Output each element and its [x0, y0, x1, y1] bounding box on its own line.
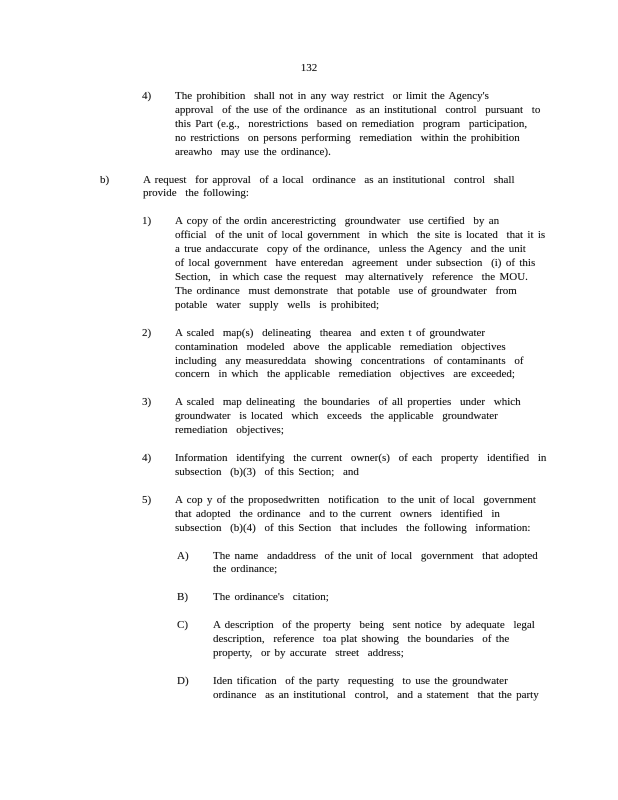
list-item-text [213, 619, 535, 661]
text-line: A copy of the ordin ancerestricting groundwater use certified by an [175, 215, 500, 228]
text-line: provide the following: [143, 187, 249, 200]
text-line: concern in which the applicable remediation objectives are exceeded; [175, 368, 515, 381]
list-item-A-7 [0, 550, 618, 578]
text-line: description, reference toa plat showing the boundaries of the [213, 633, 510, 646]
page-number: 132 [300, 62, 318, 74]
document-body [0, 90, 618, 717]
list-item-4-5 [0, 452, 618, 480]
text-line: approval of the use of the ordinance as an institutional control pursuant to [175, 103, 541, 116]
list-item-text [175, 396, 521, 438]
list-item-text [175, 90, 540, 160]
text-line: groundwater is located which exceeds the applicable groundwater [175, 410, 498, 423]
list-item-label: 3) [142, 396, 152, 409]
list-item-text [143, 174, 515, 202]
list-item-B-8 [0, 591, 618, 605]
list-item-text [175, 494, 536, 536]
list-item-label: 5) [142, 493, 152, 506]
text-line: A description of the property being sent notice by adequate legal [213, 619, 535, 632]
text-line: that adopted the ordinance and to the current owners identified in [175, 507, 500, 520]
list-item-label: 1) [142, 215, 152, 228]
list-item-label: D) [177, 675, 189, 687]
list-item-label: A) [177, 549, 189, 562]
list-item-5-6 [0, 494, 618, 536]
text-line: A scaled map delineating the boundaries of all properties under which [175, 396, 521, 409]
list-item-text [175, 327, 524, 383]
list-item-b-1 [0, 174, 618, 202]
list-item-text [213, 550, 538, 578]
text-line: potable water supply wells is prohibited; [175, 298, 380, 311]
text-line: Section, in which case the request may alternatively reference the MOU. [175, 270, 528, 283]
list-item-label: 4) [142, 90, 152, 102]
text-line: contamination modeled above the applicable remediation objectives [175, 340, 506, 353]
text-line: official of the unit of local government in which the site is located that it is [175, 229, 546, 242]
list-item-text [175, 215, 545, 312]
text-line: Iden tification of the party requesting to use the groundwater [213, 675, 508, 687]
text-line: subsection (b)(4) of this Section that includes the following information: [175, 521, 531, 534]
text-line: ordinance as an institutional control, and a statement that the party [213, 688, 539, 701]
list-item-label: b) [100, 173, 110, 186]
text-line: this Part (e.g., norestrictions based on remediation program participation, [175, 117, 528, 130]
list-item-1-2 [0, 215, 618, 312]
list-item-text [213, 591, 329, 605]
list-item-text [213, 675, 539, 703]
text-line: a true andaccurate copy of the ordinance, unless the Agency and the unit [175, 243, 526, 256]
list-item-label: B) [177, 591, 188, 604]
text-line: The name andaddress of the unit of local government that adopted [213, 549, 538, 562]
text-line: The ordinance must demonstrate that potable use of groundwater from [175, 284, 517, 297]
text-line: subsection (b)(3) of this Section; and [175, 465, 359, 478]
text-line: including any measureddata showing concentrations of contaminants of [175, 354, 524, 367]
list-item-label: C) [177, 619, 188, 632]
list-item-4-0 [0, 90, 618, 160]
list-item-label: 4) [142, 452, 152, 465]
text-line: The ordinance's citation; [213, 591, 329, 604]
text-line: The prohibition shall not in any way restrict or limit the Agency's [175, 90, 489, 102]
text-line: A request for approval of a local ordinance as an institutional control shall [143, 173, 515, 186]
list-item-2-3 [0, 327, 618, 383]
text-line: the ordinance; [213, 563, 278, 576]
text-line: A cop y of the proposedwritten notification to the unit of local government [175, 493, 536, 506]
list-item-3-4 [0, 396, 618, 438]
text-line: remediation objectives; [175, 424, 284, 437]
text-line: no restrictions on persons performing remediation within the prohibition [175, 131, 520, 144]
text-line: areawho may use the ordinance). [175, 145, 331, 158]
list-item-C-9 [0, 619, 618, 661]
text-line: A scaled map(s) delineating thearea and exten t of groundwater [175, 326, 486, 339]
text-line: of local government have enteredan agreement under subsection (i) of this [175, 257, 536, 270]
list-item-D-10 [0, 675, 618, 703]
list-item-label: 2) [142, 326, 152, 339]
text-line: property, or by accurate street address; [213, 647, 404, 660]
list-item-text [175, 452, 546, 480]
text-line: Information identifying the current owner(s) of each property identified in [175, 452, 547, 465]
